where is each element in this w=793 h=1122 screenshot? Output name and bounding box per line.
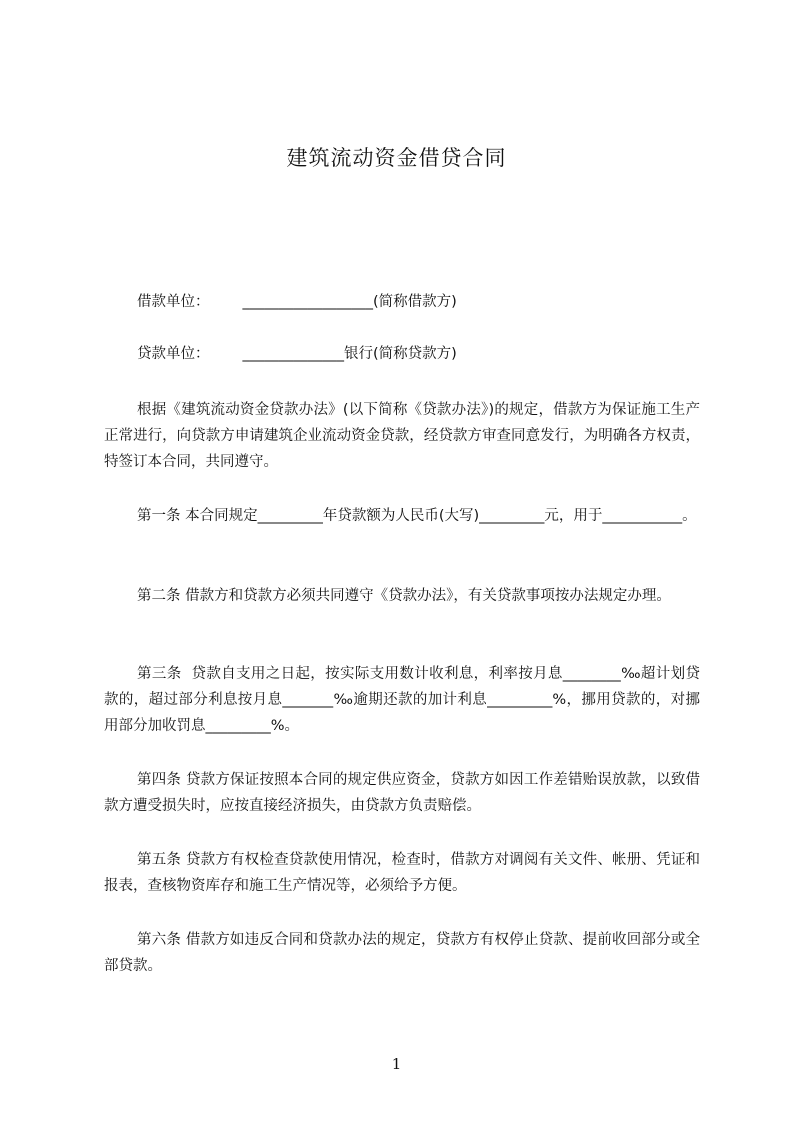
lender-label: 贷款单位： <box>137 346 210 362</box>
page-number: 1 <box>391 1055 402 1073</box>
article-5-label: 第五条 <box>137 852 182 868</box>
article-1-label: 第一条 <box>137 508 181 524</box>
article-2 <box>104 583 700 609</box>
borrower-field <box>104 289 700 315</box>
article-4 <box>104 767 700 819</box>
preamble-paragraph: 根据《建筑流动资金贷款办法》(以下简称《贷款办法》)的规定，借款方为保证施工生产正常进行，向贷款方申请建筑企业流动资金贷款，经贷款方审查同意发行，为明确各方权责，特签订本合同，共同遵守。 <box>104 402 700 470</box>
lender-field <box>104 341 700 367</box>
article-4-label: 第四条 <box>137 772 182 788</box>
lender-blank[interactable]: ______________ <box>242 346 344 362</box>
borrower-label: 借款单位： <box>137 294 210 310</box>
article-4-text: 贷款方保证按照本合同的规定供应资金，贷款方如因工作差错贻误放款，以致借款方遭受损失时，应按直接经济损失，由贷款方负责赔偿。 <box>104 772 701 814</box>
article-5-text: 贷款方有权检查贷款使用情况，检查时，借款方对调阅有关文件、帐册、凭证和报表，查核物资库存和施工生产情况等，必须给予方便。 <box>104 852 701 894</box>
article-3-label: 第三条 <box>137 666 182 682</box>
borrower-suffix: (简称借款方) <box>373 294 457 310</box>
article-6-text: 借款方如违反合同和贷款办法的规定，贷款方有权停止贷款、提前收回部分或全部贷款。 <box>104 932 701 974</box>
article-5 <box>104 847 700 899</box>
article-2-text: 借款方和贷款方必须共同遵守《贷款办法》，有关贷款事项按办法规定办理。 <box>185 588 671 604</box>
lender-suffix: 银行(简称贷款方) <box>344 346 457 362</box>
article-1 <box>104 503 700 529</box>
document-title: 建筑流动资金借贷合同 <box>286 146 507 170</box>
article-6-label: 第六条 <box>137 932 182 948</box>
article-1-text: 本合同规定_________年贷款额为人民币(大写)_________元，用于___________。 <box>185 508 697 524</box>
article-2-label: 第二条 <box>137 588 181 604</box>
article-3 <box>104 661 700 739</box>
article-3-text: 贷款自支用之日起，按实际支用数计收利息，利率按月息________‰超计划贷款的，超过部分利息按月息_______‰逾期还款的加计利息_________%，挪用贷款的，对挪用部分加收罚息_________%。 <box>104 666 700 734</box>
article-6 <box>104 927 700 979</box>
borrower-blank[interactable]: __________________ <box>242 294 373 310</box>
